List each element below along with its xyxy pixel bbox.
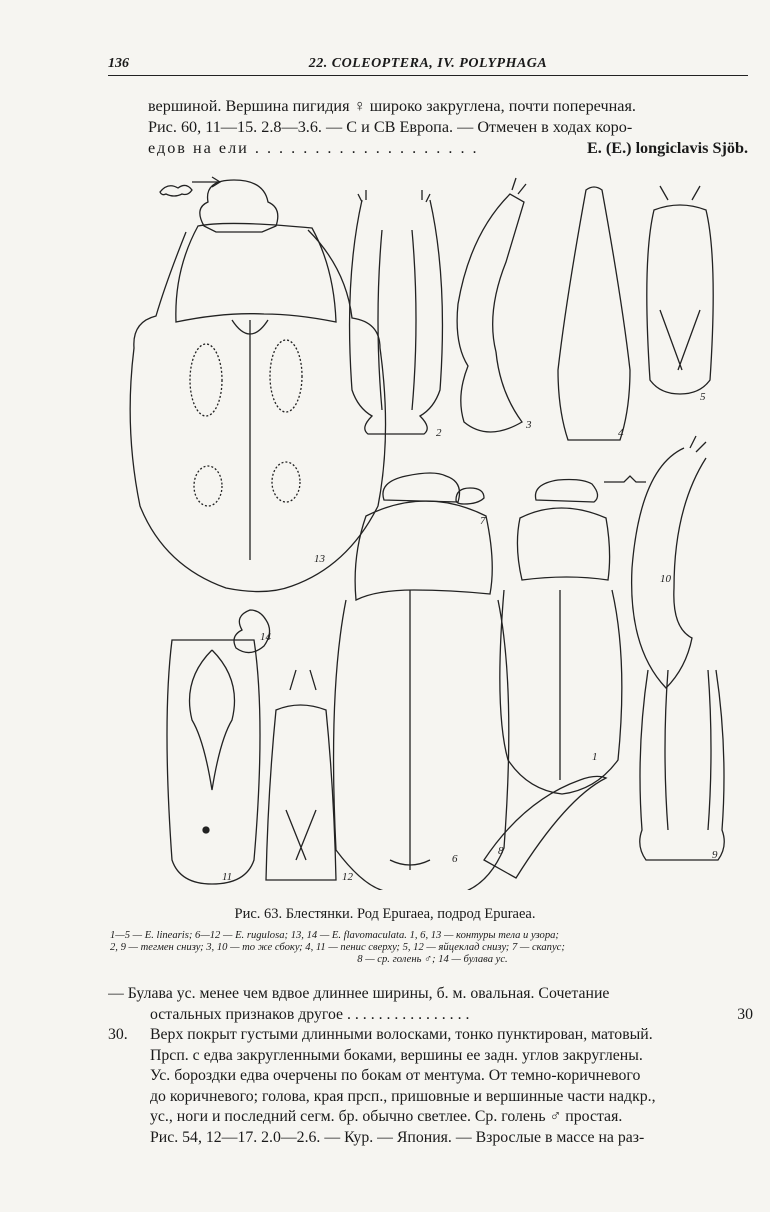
figure-label: 13 <box>314 553 325 565</box>
legend-line: 2, 9 — тегмен снизу; 3, 10 — то же сбоку; 4, 11 — пенис сверху; 5, 12 — яйцеклад снизу; 7 — скапус; <box>110 942 565 953</box>
text-line <box>108 1005 753 1026</box>
figure-label: 2 <box>436 427 442 439</box>
figure-label: 1 <box>592 751 598 763</box>
couplet-number: 30. <box>108 1026 128 1043</box>
text-line: ус., ноги и последний сегм. бр. обычно светлее. Ср. голень ♂ простая. <box>150 1108 623 1125</box>
beetle-outline-6 <box>334 473 509 890</box>
scape-7 <box>456 488 484 504</box>
figure-caption: Рис. 63. Блестянки. Род Epuraea, подрод Epuraea. <box>234 906 536 922</box>
ovipositor-12 <box>266 670 336 880</box>
text-line-left: остальных признаков другое . . . . . . . . . . . . . . . . <box>150 1005 470 1023</box>
figure-label: 12 <box>342 871 353 883</box>
key-paragraph <box>108 984 753 1148</box>
key-reference: 30 <box>737 1005 753 1023</box>
text-line: вершиной. Вершина пигидия ♀ широко закруглена, почти поперечная. <box>148 97 636 115</box>
tegmen-side-10 <box>632 436 706 688</box>
middle-tibia-8 <box>484 776 606 878</box>
tegmen-9 <box>640 670 725 860</box>
text-line: Рис. 60, 11—15. 2.8—3.6. — С и СВ Европа. — Отмечен в ходах коро- <box>148 118 633 136</box>
page-number: 136 <box>108 56 129 71</box>
figure-label: 9 <box>712 849 718 861</box>
legend-line: 8 — ср. голень ♂; 14 — булава ус. <box>357 954 508 965</box>
text-line: — Булава ус. менее чем вдвое длиннее ширины, б. м. овальная. Сочетание <box>108 985 610 1002</box>
figure-label: 3 <box>526 419 532 431</box>
species-name: E. (E.) longiclavis Sjöb. <box>587 139 748 157</box>
figure-label: 8 <box>498 845 504 857</box>
text-line-left: едов на ели . . . . . . . . . . . . . . . . . . . <box>148 139 479 157</box>
beetle-outline-13 <box>130 180 385 592</box>
penis-11 <box>167 640 260 884</box>
figure-label: 11 <box>222 871 233 883</box>
text-line: до коричневого; голова, края прсп., пришовные и вершинные части надкр., <box>150 1087 656 1105</box>
figure-label: 14 <box>260 631 271 643</box>
figure-label: 5 <box>700 391 706 403</box>
figure-legend <box>110 930 755 966</box>
figure-label: 4 <box>618 427 624 439</box>
penis-4 <box>558 187 630 440</box>
tegmen-2 <box>350 190 443 434</box>
figure-plate <box>120 170 740 890</box>
text-line <box>108 1025 753 1046</box>
header-rule <box>108 75 748 76</box>
figure-label: 7 <box>480 515 486 527</box>
ovipositor-5 <box>647 186 713 394</box>
tegmen-side-3 <box>457 178 526 432</box>
page-header <box>108 54 748 76</box>
figure-label: 6 <box>452 853 458 865</box>
text-line <box>148 138 748 159</box>
text-line-body: Верх покрыт густыми длинными волосками, тонко пунктирован, матовый. <box>150 1026 653 1043</box>
text-line: Прсп. с едва закругленными боками, вершины ее задн. углов закруглены. <box>150 1046 643 1064</box>
text-line: Рис. 54, 12—17. 2.0—2.6. — Кур. — Япония. — Взрослые в массе на раз- <box>150 1128 645 1146</box>
beetle-outline-1 <box>500 476 646 794</box>
text-line: Ус. бороздки едва очерчены по бокам от ментума. От темно-коричневого <box>150 1067 641 1084</box>
legend-line: 1—5 — E. linearis; 6—12 — E. rugulosa; 13, 14 — E. flavomaculata. 1, 6, 13 — контуры тела и узора; <box>110 930 559 941</box>
figure-label: 10 <box>660 573 671 585</box>
running-title: 22. COLEOPTERA, IV. POLYPHAGA <box>308 56 548 71</box>
top-paragraph <box>148 96 748 159</box>
